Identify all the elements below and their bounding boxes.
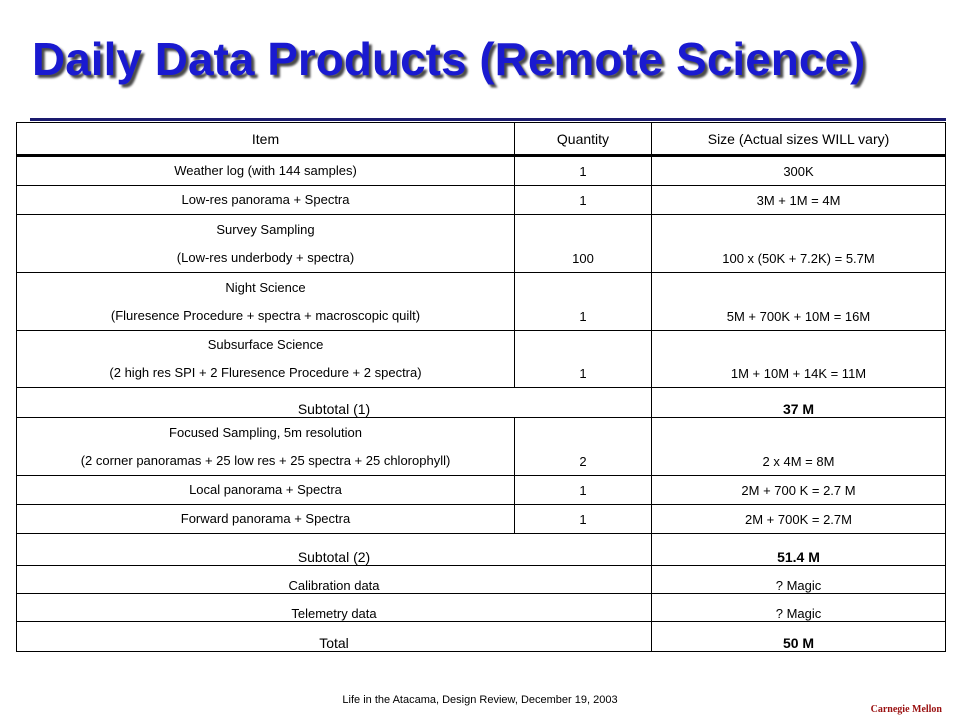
item-detail: (Low-res underbody + spectra) xyxy=(176,250,355,265)
subtotal-1-label: Subtotal (1) xyxy=(17,388,652,418)
item-text: Local panorama + Spectra xyxy=(189,482,342,497)
data-products-table xyxy=(16,122,946,652)
table-row xyxy=(17,566,946,594)
subtotal-1-value: 37 M xyxy=(652,388,946,418)
item-cell xyxy=(17,331,515,388)
item-detail: (2 corner panoramas + 25 low res + 25 spectra + 25 chlorophyll) xyxy=(80,453,451,468)
item-cell xyxy=(17,505,515,534)
telemetry-value: ? Magic xyxy=(652,594,946,622)
table-row xyxy=(17,215,946,273)
item-title: Focused Sampling, 5m resolution xyxy=(169,425,362,440)
size-cell: 3M + 1M = 4M xyxy=(652,186,946,215)
size-cell: 5M + 700K + 10M = 16M xyxy=(652,273,946,331)
subtotal-2-label: Subtotal (2) xyxy=(17,534,652,566)
telemetry-label: Telemetry data xyxy=(17,594,652,622)
item-title: Survey Sampling xyxy=(216,222,315,237)
table-row xyxy=(17,186,946,215)
size-cell: 300K xyxy=(652,156,946,186)
quantity-cell: 1 xyxy=(515,273,652,331)
size-cell: 2M + 700 K = 2.7 M xyxy=(652,476,946,505)
quantity-cell: 100 xyxy=(515,215,652,273)
item-detail: (2 high res SPI + 2 Fluresence Procedure + 2 spectra) xyxy=(109,365,422,380)
subtotal-2-value: 51.4 M xyxy=(652,534,946,566)
item-cell xyxy=(17,273,515,331)
quantity-cell: 1 xyxy=(515,156,652,186)
quantity-cell: 1 xyxy=(515,331,652,388)
header-quantity: Quantity xyxy=(515,123,652,156)
table-row xyxy=(17,505,946,534)
calibration-label: Calibration data xyxy=(17,566,652,594)
size-cell: 100 x (50K + 7.2K) = 5.7M xyxy=(652,215,946,273)
size-cell: 2M + 700K = 2.7M xyxy=(652,505,946,534)
table-row xyxy=(17,476,946,505)
header-item: Item xyxy=(17,123,515,156)
item-detail: (Fluresence Procedure + spectra + macroscopic quilt) xyxy=(110,308,421,323)
header-size: Size (Actual sizes WILL vary) xyxy=(652,123,946,156)
table-row xyxy=(17,156,946,186)
item-title: Subsurface Science xyxy=(207,337,324,352)
title-divider xyxy=(30,118,946,121)
quantity-cell: 1 xyxy=(515,505,652,534)
total-value: 50 M xyxy=(652,622,946,652)
item-text: Weather log (with 144 samples) xyxy=(174,163,357,178)
table-row xyxy=(17,273,946,331)
page-title: Daily Data Products (Remote Science) xyxy=(32,33,866,85)
item-cell xyxy=(17,156,515,186)
item-cell xyxy=(17,215,515,273)
item-cell xyxy=(17,476,515,505)
subtotal-row xyxy=(17,534,946,566)
item-title: Night Science xyxy=(225,280,306,295)
table-header-row xyxy=(17,123,946,156)
subtotal-row xyxy=(17,388,946,418)
item-text: Low-res panorama + Spectra xyxy=(181,192,350,207)
item-cell xyxy=(17,186,515,215)
quantity-cell: 1 xyxy=(515,186,652,215)
quantity-cell: 1 xyxy=(515,476,652,505)
table-row xyxy=(17,418,946,476)
table-row xyxy=(17,594,946,622)
quantity-cell: 2 xyxy=(515,418,652,476)
total-row xyxy=(17,622,946,652)
footer-text: Life in the Atacama, Design Review, December 19, 2003 xyxy=(342,694,618,706)
total-label: Total xyxy=(17,622,652,652)
calibration-value: ? Magic xyxy=(652,566,946,594)
table-row xyxy=(17,331,946,388)
size-cell: 1M + 10M + 14K = 11M xyxy=(652,331,946,388)
item-cell xyxy=(17,418,515,476)
item-text: Forward panorama + Spectra xyxy=(180,511,351,526)
size-cell: 2 x 4M = 8M xyxy=(652,418,946,476)
organization-logo-text: Carnegie Mellon xyxy=(870,704,942,715)
